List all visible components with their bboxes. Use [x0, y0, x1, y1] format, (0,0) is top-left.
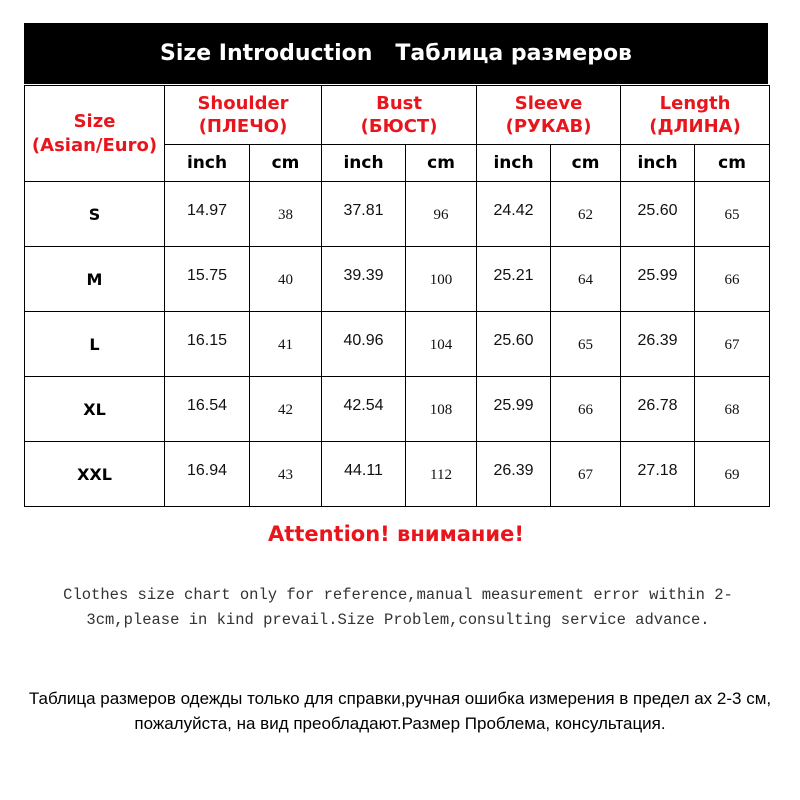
shoulder-header-ru: (ПЛЕЧО): [198, 116, 288, 137]
sleeve-cm-cell: 62: [551, 182, 621, 247]
bust-inch-cell: 37.81: [322, 182, 406, 247]
length-inch-cell: 26.78: [621, 377, 695, 442]
length-header-en: Length: [659, 93, 731, 114]
size-label: M: [25, 247, 165, 312]
bust-cm-cell: 112: [406, 442, 477, 507]
unit-cm-header: cm: [551, 145, 621, 182]
unit-inch-header: inch: [621, 145, 695, 182]
bust-header: [322, 86, 477, 145]
sleeve-inch-cell: 24.42: [477, 182, 551, 247]
unit-inch-header: inch: [165, 145, 250, 182]
shoulder-inch-cell: 16.54: [165, 377, 250, 442]
length-header: [621, 86, 770, 145]
sleeve-inch-cell: 26.39: [477, 442, 551, 507]
length-cm-cell: 67: [695, 312, 770, 377]
length-cm-cell: 68: [695, 377, 770, 442]
unit-inch-header: inch: [477, 145, 551, 182]
sleeve-inch-cell: 25.21: [477, 247, 551, 312]
length-inch-cell: 25.99: [621, 247, 695, 312]
bust-cm-cell: 96: [406, 182, 477, 247]
bust-inch-cell: 39.39: [322, 247, 406, 312]
table-row: [25, 247, 770, 312]
size-label: XL: [25, 377, 165, 442]
sleeve-header-en: Sleeve: [514, 93, 583, 114]
shoulder-inch-cell: 14.97: [165, 182, 250, 247]
shoulder-cm-cell: 38: [250, 182, 322, 247]
bust-header-en: Bust: [376, 93, 422, 114]
sleeve-inch-cell: 25.60: [477, 312, 551, 377]
sleeve-header-ru: (РУКАВ): [505, 116, 592, 137]
length-inch-cell: 26.39: [621, 312, 695, 377]
shoulder-cm-cell: 43: [250, 442, 322, 507]
bust-inch-cell: 40.96: [322, 312, 406, 377]
sleeve-cm-cell: 67: [551, 442, 621, 507]
length-inch-cell: 27.18: [621, 442, 695, 507]
sleeve-inch-cell: 25.99: [477, 377, 551, 442]
english-note: Clothes size chart only for reference,manual measurement error within 2-3cm,please in kind prevail.Size Problem,consulting service advance.: [63, 586, 733, 629]
table-row: [25, 377, 770, 442]
bust-cm-cell: 104: [406, 312, 477, 377]
size-label: XXL: [25, 442, 165, 507]
length-inch-cell: 25.60: [621, 182, 695, 247]
sleeve-header: [477, 86, 621, 145]
size-label: L: [25, 312, 165, 377]
bust-inch-cell: 44.11: [322, 442, 406, 507]
bust-inch-cell: 42.54: [322, 377, 406, 442]
russian-note: Таблица размеров одежды только для справки,ручная ошибка измерения в предел ах 2-3 см, пожалуйста, на вид преобладают.Размер Проблема, консультация.: [28, 689, 772, 733]
shoulder-inch-cell: 15.75: [165, 247, 250, 312]
table-row: [25, 182, 770, 247]
size-label: S: [25, 182, 165, 247]
bust-cm-cell: 108: [406, 377, 477, 442]
shoulder-cm-cell: 42: [250, 377, 322, 442]
size-header-line2: (Asian/Euro): [31, 134, 158, 156]
unit-cm-header: cm: [695, 145, 770, 182]
sleeve-cm-cell: 65: [551, 312, 621, 377]
unit-cm-header: cm: [250, 145, 322, 182]
length-cm-cell: 66: [695, 247, 770, 312]
shoulder-inch-cell: 16.15: [165, 312, 250, 377]
table-row: [25, 442, 770, 507]
sleeve-cm-cell: 64: [551, 247, 621, 312]
length-header-ru: (ДЛИНА): [649, 116, 741, 137]
unit-inch-header: inch: [322, 145, 406, 182]
bust-cm-cell: 100: [406, 247, 477, 312]
attention-heading: Attention! внимание!: [268, 522, 524, 546]
shoulder-inch-cell: 16.94: [165, 442, 250, 507]
unit-cm-header: cm: [406, 145, 477, 182]
sleeve-cm-cell: 66: [551, 377, 621, 442]
shoulder-header-en: Shoulder: [197, 93, 289, 114]
shoulder-header: [165, 86, 322, 145]
size-header-line1: Size: [73, 110, 116, 132]
length-cm-cell: 69: [695, 442, 770, 507]
table-row: [25, 312, 770, 377]
length-cm-cell: 65: [695, 182, 770, 247]
shoulder-cm-cell: 41: [250, 312, 322, 377]
size-column-header: [25, 86, 165, 182]
bust-header-ru: (БЮСТ): [360, 116, 438, 137]
page-title: Size Introduction Таблица размеров: [24, 23, 768, 84]
size-table: [24, 85, 770, 507]
shoulder-cm-cell: 40: [250, 247, 322, 312]
